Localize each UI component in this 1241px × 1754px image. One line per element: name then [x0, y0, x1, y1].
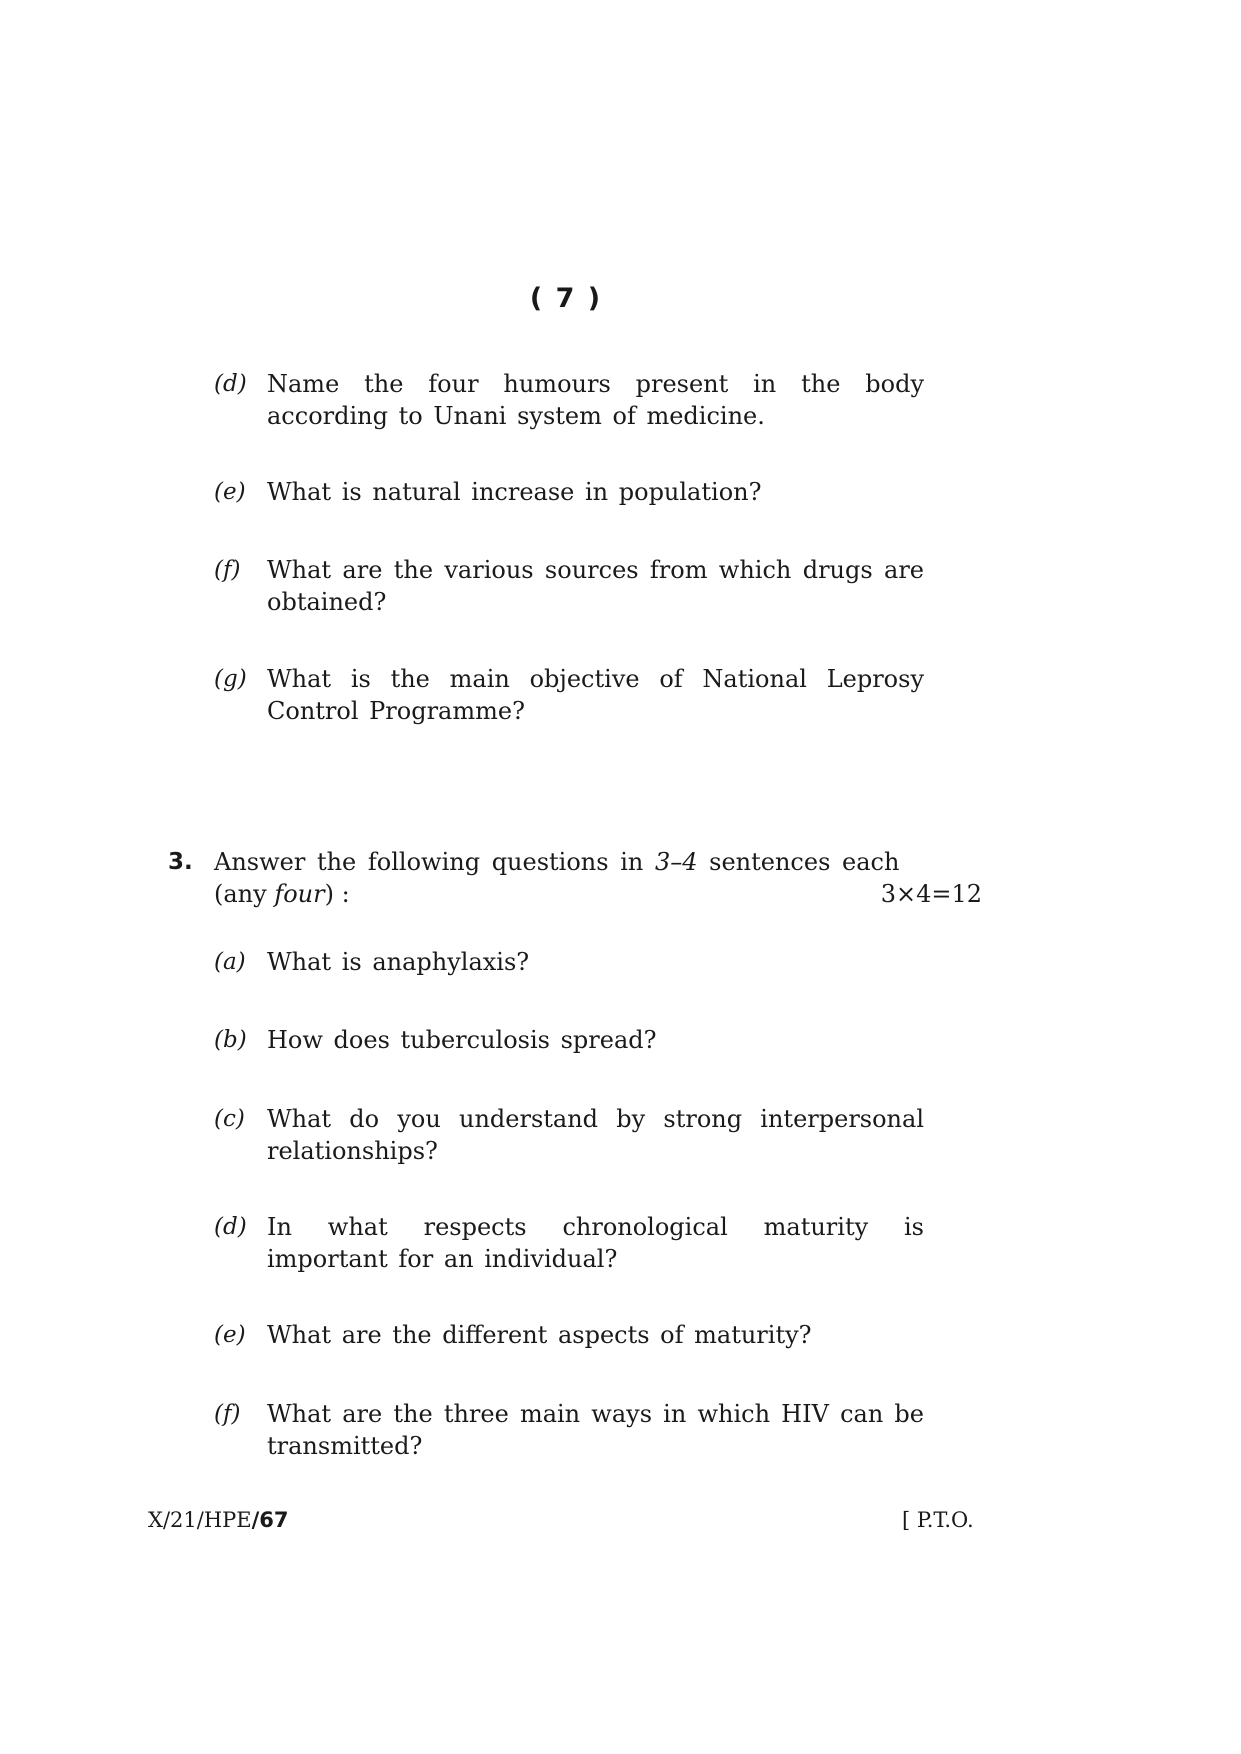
question-3a [214, 946, 924, 978]
question-label: (d) [214, 371, 247, 397]
question-text: In what respects chronological maturity is important for an individual? [267, 1213, 924, 1273]
section-3-heading [168, 846, 982, 910]
question-label: (d) [214, 1214, 247, 1240]
question-text: What is anaphylaxis? [267, 948, 530, 976]
question-text: What are the three main ways in which HIV can be transmitted? [267, 1400, 924, 1460]
question-text: What is natural increase in population? [267, 478, 762, 506]
question-3b [214, 1024, 924, 1056]
question-3d [214, 1211, 924, 1275]
instruction-part1: Answer the following questions in [214, 848, 655, 876]
question-label: (g) [214, 666, 247, 692]
question-text: What is the main objective of National Leprosy Control Programme? [267, 665, 924, 725]
question-3c [214, 1103, 924, 1167]
question-text: What are the different aspects of maturity? [267, 1321, 812, 1349]
question-2f [214, 554, 924, 618]
question-text: How does tuberculosis spread? [267, 1026, 657, 1054]
instruction-colon: ) : [324, 880, 350, 908]
question-2g [214, 663, 924, 727]
section-instruction-line2 [214, 878, 982, 910]
question-text: What do you understand by strong interpersonal relationships? [267, 1105, 924, 1165]
question-label: (f) [214, 1401, 241, 1427]
question-label: (b) [214, 1027, 247, 1053]
question-2d [214, 368, 924, 432]
paper-code [148, 1508, 289, 1532]
paper-code-prefix: X/21/HPE [148, 1508, 252, 1532]
instruction-four: four [274, 880, 325, 908]
question-3f [214, 1398, 924, 1462]
question-label: (e) [214, 479, 246, 505]
instruction-range: 3–4 [654, 848, 698, 876]
paper-code-suffix: /67 [251, 1508, 289, 1532]
please-turn-over: [ P.T.O. [902, 1508, 974, 1532]
section-instruction [214, 846, 914, 878]
marks-allocation: 3×4=12 [880, 880, 982, 908]
question-text: Name the four humours present in the body according to Unani system of medicine. [267, 370, 924, 430]
question-text: What are the various sources from which drugs are obtained? [267, 556, 924, 616]
question-3e [214, 1319, 924, 1351]
page-number: ( 7 ) [529, 283, 603, 314]
question-label: (f) [214, 557, 241, 583]
instruction-part2: sentences each [697, 848, 900, 876]
question-label: (e) [214, 1322, 246, 1348]
question-label: (c) [214, 1106, 245, 1132]
section-number: 3. [168, 849, 193, 875]
instruction-any: (any [214, 880, 275, 908]
question-label: (a) [214, 949, 246, 975]
question-2e [214, 476, 924, 508]
